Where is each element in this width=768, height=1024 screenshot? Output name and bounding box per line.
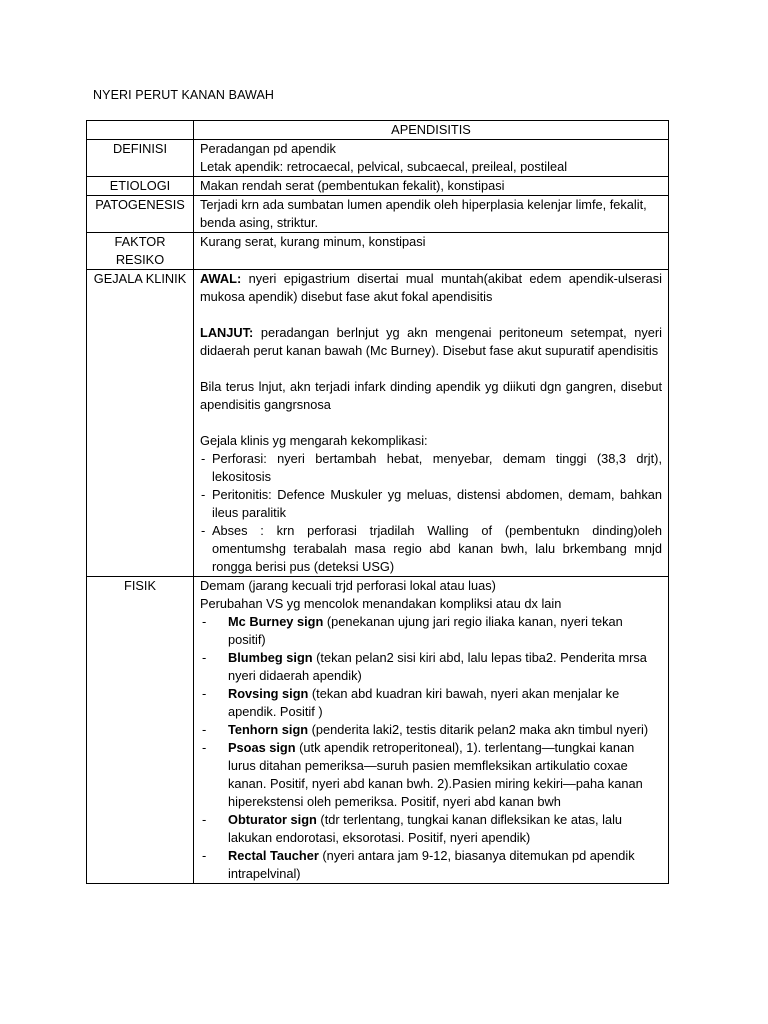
content-etiologi: Makan rendah serat (pembentukan fekalit), konstipasi [194, 177, 669, 196]
content-definisi [194, 140, 669, 177]
gejala-lanjut-paragraph [200, 324, 662, 360]
label-faktor: FAKTOR [114, 234, 166, 249]
komplikasi-list [200, 450, 662, 576]
content-fisik [194, 577, 669, 884]
list-item: - Peritonitis: Defence Muskuler yg meluas, distensi abdomen, demam, bahkan ileus paralitik [201, 487, 662, 520]
content-gejala-klinik [194, 270, 669, 577]
sign-name: Obturator sign [228, 812, 317, 827]
awal-heading: AWAL: [200, 271, 242, 286]
gejala-infark-paragraph: Bila terus lnjut, akn terjadi infark dinding apendik yg diikuti dgn gangren, disebut apendisitis gangrsnosa [200, 379, 662, 412]
table-header-row [87, 121, 669, 140]
list-item: - Rovsing sign (tekan abd kuadran kiri bawah, nyeri akan menjalar ke apendik. Positif ) [202, 686, 620, 719]
definisi-line: Letak apendik: retrocaecal, pelvical, subcaecal, preileal, postileal [200, 159, 568, 174]
sign-name: Rovsing sign [228, 686, 309, 701]
row-gejala-klinik [87, 270, 669, 577]
row-fisik [87, 577, 669, 884]
komplikasi-intro: Gejala klinis yg mengarah kekomplikasi: [200, 433, 428, 448]
lanjut-text: peradangan berlnjut yg akn mengenai peritoneum setempat, nyeri didaerah perut kanan bawah (Mc Burney). Disebut fase akut supuratif apendisitis [200, 325, 662, 358]
fisik-line: Perubahan VS yg mencolok menandakan kompliksi atau dx lain [200, 596, 562, 611]
list-item: - Abses : krn perforasi trjadilah Walling of (pembentukn dinding)oleh omentumshg terabalah masa regio abd kanan bwh, lalu brkembang mnjd rongga berisi pus (deteksi USG) [201, 523, 662, 574]
list-item: - Tenhorn sign (penderita laki2, testis ditarik pelan2 maka akn timbul nyeri) [202, 722, 649, 737]
row-patogenesis [87, 196, 669, 233]
list-item: - Rectal Taucher (nyeri antara jam 9-12, biasanya ditemukan pd apendik intrapelvinal) [202, 848, 635, 881]
sign-name: Blumbeg sign [228, 650, 313, 665]
appendicitis-table [86, 120, 669, 884]
row-definisi [87, 140, 669, 177]
sign-name: Tenhorn sign [228, 722, 309, 737]
label-gejala-klinik: GEJALA KLINIK [87, 270, 194, 577]
list-item: - Psoas sign (utk apendik retroperitoneal), 1). terlentang—tungkai kanan lurus ditahan pemeriksa—suruh pasien memfleksikan artikulatio coxae kanan. Positif, nyeri abd kanan bwh. 2).Pasien miring kekiri—paha kanan hiperekstensi oleh pemeriksa. Positif, nyeri abd kanan bwh [202, 740, 643, 809]
definisi-line: Peradangan pd apendik [200, 141, 336, 156]
list-item: - Perforasi: nyeri bertambah hebat, menyebar, demam tinggi (38,3 drjt), lekositosis [201, 451, 662, 484]
page-title: NYERI PERUT KANAN BAWAH [93, 88, 275, 102]
header-empty-cell [87, 121, 194, 140]
content-faktor-resiko: Kurang serat, kurang minum, konstipasi [194, 233, 669, 270]
label-definisi: DEFINISI [87, 140, 194, 177]
fisik-line: Demam (jarang kecuali trjd perforasi lokal atau luas) [200, 578, 496, 593]
label-faktor-resiko [87, 233, 194, 270]
list-item: - Blumbeg sign (tekan pelan2 sisi kiri abd, lalu lepas tiba2. Penderita mrsa nyeri didaerah apendik) [202, 650, 647, 683]
label-resiko: RESIKO [115, 252, 165, 267]
sign-name: Psoas sign [228, 740, 296, 755]
column-header-apendisitis: APENDISITIS [194, 121, 669, 140]
label-etiologi: ETIOLOGI [87, 177, 194, 196]
label-fisik: FISIK [87, 577, 194, 884]
sign-name: Mc Burney sign [228, 614, 324, 629]
sign-name: Rectal Taucher [228, 848, 319, 863]
physical-sign-list [200, 613, 662, 883]
list-item: - Obturator sign (tdr terlentang, tungkai kanan difleksikan ke atas, lalu lakukan endorotasi, eksorotasi. Positif, nyeri apendik) [202, 812, 623, 845]
row-etiologi [87, 177, 669, 196]
list-item: - Mc Burney sign (penekanan ujung jari regio iliaka kanan, nyeri tekan positif) [202, 614, 623, 647]
label-patogenesis: PATOGENESIS [87, 196, 194, 233]
lanjut-heading: LANJUT: [200, 325, 254, 340]
row-faktor-resiko [87, 233, 669, 270]
content-patogenesis: Terjadi krn ada sumbatan lumen apendik oleh hiperplasia kelenjar limfe, fekalit, benda asing, striktur. [194, 196, 669, 233]
gejala-awal-paragraph [200, 270, 662, 306]
awal-text: nyeri epigastrium disertai mual muntah(akibat edem apendik-ulserasi mukosa apendik) disebut fase akut fokal apendisitis [200, 271, 662, 304]
